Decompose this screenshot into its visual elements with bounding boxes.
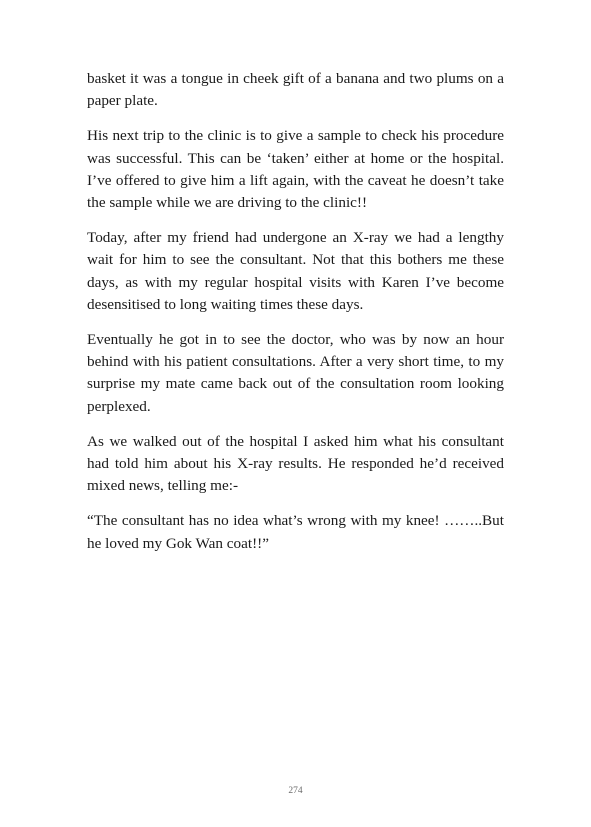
paragraph: Eventually he got in to see the doctor, who was by now an hour behind with his patient consultations. After a very short time, to my surprise my mate came back out of the consultation room looking perplexed. — [87, 331, 504, 415]
paragraph: As we walked out of the hospital I asked him what his consultant had told him about his X-ray results. He responded he’d received mixed news, telling me:- — [87, 432, 504, 495]
paragraph: basket it was a tongue in cheek gift of a banana and two plums on a paper plate. — [87, 70, 504, 110]
quote-paragraph: “The consultant has no idea what’s wrong with my knee! ……..But he loved my Gok Wan coat!!” — [87, 512, 504, 552]
page-number: 274 — [288, 786, 303, 796]
paragraph: His next trip to the clinic is to give a sample to check his procedure was successful. This can be ‘taken’ either at home or the hospital. I’ve offered to give him a lift again, with the caveat he doesn’t take the sample while we are driving to the clinic!! — [87, 127, 504, 212]
body-text — [87, 68, 504, 568]
paragraph: Today, after my friend had undergone an X-ray we had a lengthy wait for him to see the consultant. Not that this bothers me these days, as with my regular hospital visits with Karen I’ve become desensitised to long waiting times these days. — [87, 229, 504, 313]
